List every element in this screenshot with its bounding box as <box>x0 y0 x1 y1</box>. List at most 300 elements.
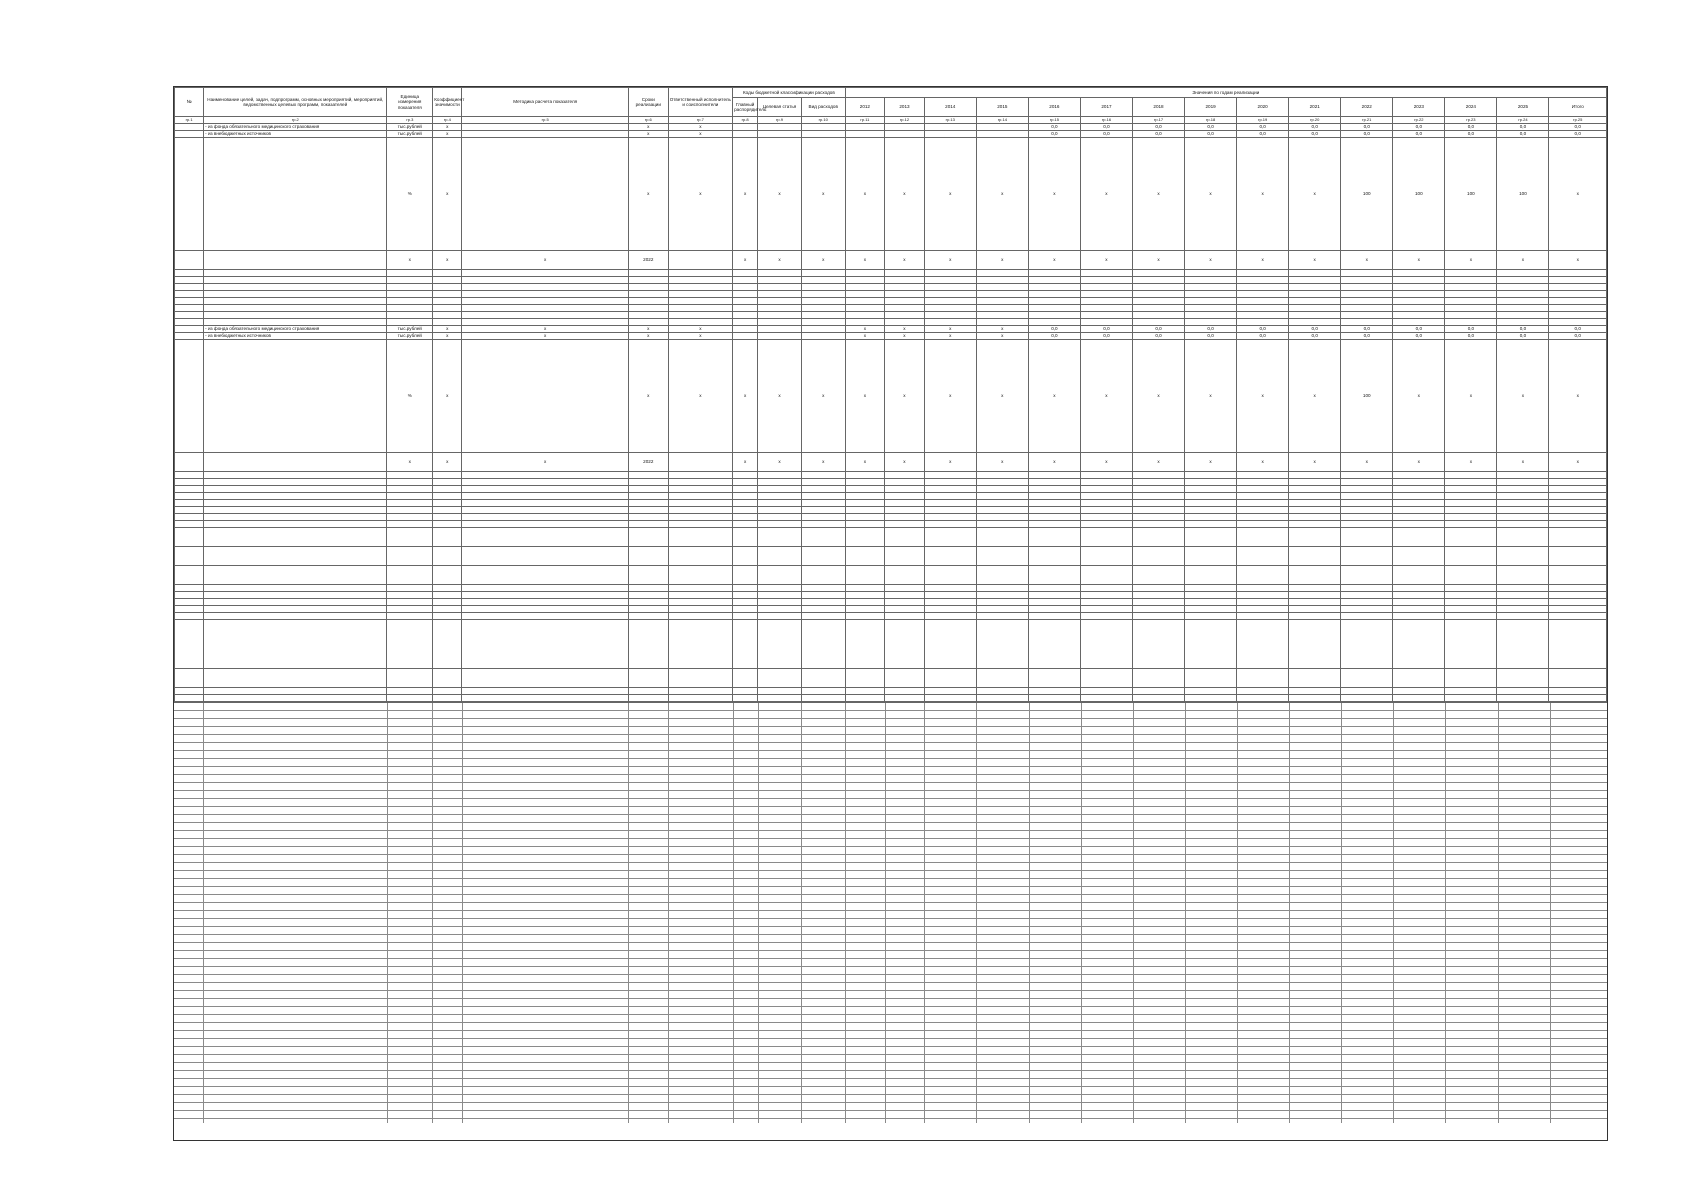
table-cell <box>1132 688 1184 695</box>
table-cell: х <box>387 251 433 270</box>
table-cell <box>1289 620 1341 669</box>
table-cell <box>462 585 629 592</box>
table-cell <box>1549 606 1607 613</box>
table-cell <box>1549 613 1607 620</box>
table-cell <box>204 514 387 521</box>
table-cell <box>462 688 629 695</box>
table-cell: 0,0 <box>1185 124 1237 131</box>
table-cell <box>733 131 758 138</box>
table-cell <box>1132 514 1184 521</box>
table-cell <box>387 613 433 620</box>
table-cell <box>924 500 976 507</box>
table-cell: х <box>758 138 802 251</box>
table-cell <box>1393 521 1445 528</box>
table-cell <box>1289 479 1341 486</box>
header-year-2013: 2013 <box>885 98 925 117</box>
table-cell: х <box>1445 453 1497 472</box>
table-cell: 0,0 <box>1445 131 1497 138</box>
table-cell <box>1185 312 1237 319</box>
header-year-2014: 2014 <box>924 98 976 117</box>
table-cell <box>976 277 1028 284</box>
table-cell <box>976 547 1028 566</box>
table-cell <box>1080 669 1132 688</box>
table-cell <box>462 500 629 507</box>
table-cell <box>387 284 433 291</box>
table-cell: х <box>1445 251 1497 270</box>
table-cell <box>387 493 433 500</box>
header-name: Наименование целей, задач, подпрограмм, основных мероприятий, мероприятий, ведомственных целевых программ, показателей <box>204 88 387 117</box>
table-cell <box>462 493 629 500</box>
table-cell <box>885 319 925 326</box>
table-cell <box>758 131 802 138</box>
report-table-sheet <box>173 86 1608 1141</box>
table-cell <box>175 566 204 585</box>
table-cell <box>1237 277 1289 284</box>
table-cell <box>668 566 733 585</box>
table-cell <box>1132 599 1184 606</box>
table-cell <box>175 333 204 340</box>
table-cell <box>1080 688 1132 695</box>
table-cell <box>462 472 629 479</box>
table-cell <box>1341 521 1393 528</box>
table-cell <box>976 291 1028 298</box>
table-cell <box>1445 479 1497 486</box>
table-cell <box>175 606 204 613</box>
table-cell <box>845 500 885 507</box>
table-cell <box>733 500 758 507</box>
table-cell <box>924 606 976 613</box>
table-cell <box>801 277 845 284</box>
table-cell <box>1185 291 1237 298</box>
table-cell <box>801 312 845 319</box>
table-cell <box>668 479 733 486</box>
table-cell <box>387 472 433 479</box>
table-cell <box>629 493 669 500</box>
table-row <box>175 606 1607 613</box>
table-cell: х <box>1185 138 1237 251</box>
table-cell <box>1289 472 1341 479</box>
table-cell <box>1028 284 1080 291</box>
report-table <box>174 87 1607 702</box>
table-cell <box>801 319 845 326</box>
table-cell <box>668 592 733 599</box>
table-cell <box>976 298 1028 305</box>
table-cell <box>758 493 802 500</box>
table-cell <box>1289 585 1341 592</box>
table-cell: 0,0 <box>1549 333 1607 340</box>
table-cell <box>1393 305 1445 312</box>
table-cell <box>733 547 758 566</box>
table-cell <box>1549 493 1607 500</box>
table-cell <box>845 514 885 521</box>
table-cell <box>733 305 758 312</box>
table-cell <box>845 547 885 566</box>
table-cell <box>1237 270 1289 277</box>
table-cell <box>629 613 669 620</box>
table-cell <box>801 333 845 340</box>
table-cell <box>668 251 733 270</box>
table-row <box>175 528 1607 547</box>
table-cell <box>801 620 845 669</box>
table-cell <box>433 521 462 528</box>
table-cell <box>204 507 387 514</box>
table-cell <box>668 277 733 284</box>
column-number-cell: гр.15 <box>1028 117 1080 124</box>
table-cell <box>1445 291 1497 298</box>
header-year-2025: 2025 <box>1497 98 1549 117</box>
table-cell <box>733 695 758 702</box>
table-cell <box>801 613 845 620</box>
table-cell <box>758 305 802 312</box>
column-divider <box>1133 703 1134 1123</box>
table-cell <box>629 291 669 298</box>
table-cell <box>462 131 629 138</box>
table-cell <box>924 599 976 606</box>
table-cell: 0,0 <box>1549 124 1607 131</box>
table-cell <box>1028 486 1080 493</box>
table-cell <box>1549 284 1607 291</box>
table-cell: 0,0 <box>1028 124 1080 131</box>
table-cell <box>1028 521 1080 528</box>
table-cell <box>1341 270 1393 277</box>
table-cell <box>1393 319 1445 326</box>
table-cell <box>1028 500 1080 507</box>
column-divider <box>462 703 463 1123</box>
table-cell: тыс.рублей <box>387 131 433 138</box>
table-cell <box>1341 592 1393 599</box>
table-row <box>175 305 1607 312</box>
table-cell <box>629 319 669 326</box>
table-cell <box>1028 528 1080 547</box>
table-cell <box>1080 479 1132 486</box>
table-cell <box>629 500 669 507</box>
table-cell <box>1132 270 1184 277</box>
table-cell: х <box>758 251 802 270</box>
table-cell <box>733 486 758 493</box>
table-cell <box>1497 599 1549 606</box>
table-cell <box>1289 606 1341 613</box>
table-cell <box>1341 585 1393 592</box>
table-cell <box>175 312 204 319</box>
table-cell: х <box>845 453 885 472</box>
table-cell <box>1289 547 1341 566</box>
table-cell <box>204 547 387 566</box>
table-cell <box>433 486 462 493</box>
table-cell <box>175 340 204 453</box>
table-cell <box>1497 500 1549 507</box>
table-cell <box>1028 312 1080 319</box>
table-cell <box>845 298 885 305</box>
table-cell <box>924 613 976 620</box>
table-cell <box>1132 312 1184 319</box>
table-cell <box>924 592 976 599</box>
table-cell <box>175 138 204 251</box>
table-cell <box>1028 305 1080 312</box>
table-cell <box>1393 284 1445 291</box>
table-cell: х <box>629 333 669 340</box>
table-cell <box>1028 291 1080 298</box>
table-cell <box>845 688 885 695</box>
table-cell <box>204 298 387 305</box>
table-cell <box>204 312 387 319</box>
table-cell: х <box>1080 340 1132 453</box>
table-cell <box>1185 277 1237 284</box>
table-cell <box>1445 298 1497 305</box>
table-cell <box>1237 688 1289 695</box>
table-cell <box>462 528 629 547</box>
table-cell: х <box>924 326 976 333</box>
table-cell <box>976 486 1028 493</box>
table-cell <box>733 620 758 669</box>
table-cell <box>1080 486 1132 493</box>
table-cell <box>462 486 629 493</box>
table-cell: 0,0 <box>1289 131 1341 138</box>
table-cell: 0,0 <box>1341 124 1393 131</box>
table-cell <box>1497 277 1549 284</box>
table-cell <box>387 319 433 326</box>
table-row <box>175 493 1607 500</box>
table-cell: х <box>1445 340 1497 453</box>
table-cell <box>976 514 1028 521</box>
table-cell <box>801 131 845 138</box>
table-cell <box>175 507 204 514</box>
table-cell <box>387 599 433 606</box>
table-cell <box>733 472 758 479</box>
table-cell <box>1132 298 1184 305</box>
table-row <box>175 566 1607 585</box>
table-cell <box>885 566 925 585</box>
table-cell <box>733 277 758 284</box>
table-cell <box>433 305 462 312</box>
table-cell <box>462 479 629 486</box>
table-cell <box>1289 270 1341 277</box>
table-cell <box>433 585 462 592</box>
table-cell <box>1028 620 1080 669</box>
table-cell <box>1185 479 1237 486</box>
column-divider <box>976 703 977 1123</box>
table-cell <box>885 312 925 319</box>
table-cell <box>668 528 733 547</box>
table-cell <box>976 613 1028 620</box>
table-cell <box>924 486 976 493</box>
table-cell <box>1237 528 1289 547</box>
table-cell: х <box>1393 340 1445 453</box>
table-cell <box>758 124 802 131</box>
column-divider <box>668 703 669 1123</box>
table-cell: х <box>462 333 629 340</box>
table-cell <box>204 138 387 251</box>
table-cell <box>1185 486 1237 493</box>
column-number-cell: гр.22 <box>1393 117 1445 124</box>
table-cell <box>204 592 387 599</box>
column-divider <box>628 703 629 1123</box>
table-cell: х <box>1028 340 1080 453</box>
table-cell <box>629 669 669 688</box>
table-cell <box>1028 547 1080 566</box>
table-cell <box>1185 500 1237 507</box>
table-cell <box>1445 507 1497 514</box>
table-cell <box>387 592 433 599</box>
table-cell <box>1497 486 1549 493</box>
table-cell <box>1497 298 1549 305</box>
table-row <box>175 298 1607 305</box>
table-cell: х <box>976 333 1028 340</box>
table-cell <box>924 472 976 479</box>
table-cell <box>1341 599 1393 606</box>
table-cell <box>758 688 802 695</box>
table-cell <box>1185 305 1237 312</box>
table-cell <box>175 472 204 479</box>
table-cell <box>175 298 204 305</box>
table-cell <box>733 479 758 486</box>
table-cell <box>433 270 462 277</box>
table-cell: х <box>845 251 885 270</box>
table-cell <box>1445 620 1497 669</box>
table-cell <box>885 298 925 305</box>
table-cell <box>1028 507 1080 514</box>
table-cell <box>204 270 387 277</box>
table-cell <box>668 453 733 472</box>
table-cell: х <box>668 138 733 251</box>
table-cell <box>976 270 1028 277</box>
table-cell <box>1393 500 1445 507</box>
table-cell: 100 <box>1497 138 1549 251</box>
table-cell <box>1445 305 1497 312</box>
table-cell <box>433 291 462 298</box>
table-cell <box>845 270 885 277</box>
table-cell <box>387 507 433 514</box>
table-row <box>175 507 1607 514</box>
table-cell <box>1185 695 1237 702</box>
table-cell: х <box>976 138 1028 251</box>
column-number-cell: гр.13 <box>924 117 976 124</box>
table-cell <box>801 547 845 566</box>
header-values: Значения по годам реализации <box>845 88 1606 98</box>
table-cell <box>668 312 733 319</box>
table-cell: 0,0 <box>1341 131 1393 138</box>
table-cell <box>204 528 387 547</box>
table-cell <box>976 521 1028 528</box>
table-cell <box>758 599 802 606</box>
table-cell <box>733 521 758 528</box>
table-cell <box>204 521 387 528</box>
table-cell <box>924 124 976 131</box>
table-cell <box>433 284 462 291</box>
table-cell <box>1289 592 1341 599</box>
table-cell <box>801 695 845 702</box>
table-cell <box>175 270 204 277</box>
column-divider <box>432 703 433 1123</box>
table-cell <box>1497 507 1549 514</box>
table-cell <box>175 277 204 284</box>
table-cell <box>462 277 629 284</box>
table-cell <box>433 566 462 585</box>
table-row <box>175 131 1607 138</box>
table-cell <box>175 688 204 695</box>
table-cell <box>204 277 387 284</box>
table-cell: 0,0 <box>1132 131 1184 138</box>
table-cell <box>204 479 387 486</box>
table-cell <box>1341 547 1393 566</box>
table-cell <box>885 599 925 606</box>
table-cell <box>629 277 669 284</box>
table-cell <box>924 277 976 284</box>
table-cell <box>175 131 204 138</box>
table-cell <box>1237 291 1289 298</box>
table-cell <box>1185 507 1237 514</box>
table-cell <box>1080 606 1132 613</box>
table-cell: х <box>1080 453 1132 472</box>
table-row <box>175 138 1607 251</box>
table-cell <box>758 514 802 521</box>
table-cell <box>629 284 669 291</box>
table-cell <box>976 688 1028 695</box>
table-cell <box>801 472 845 479</box>
header-unit: Единица измерения показателя <box>387 88 433 117</box>
table-cell <box>1289 291 1341 298</box>
table-cell: х <box>1549 453 1607 472</box>
table-cell <box>668 270 733 277</box>
header-year-2016: 2016 <box>1028 98 1080 117</box>
table-cell: 0,0 <box>1393 326 1445 333</box>
table-cell <box>204 291 387 298</box>
table-cell: 0,0 <box>1549 131 1607 138</box>
column-divider <box>758 703 759 1123</box>
table-cell <box>924 514 976 521</box>
table-cell <box>433 613 462 620</box>
table-cell <box>629 486 669 493</box>
table-cell <box>924 521 976 528</box>
table-cell <box>1237 486 1289 493</box>
table-cell <box>668 599 733 606</box>
table-cell <box>976 507 1028 514</box>
table-cell <box>1497 521 1549 528</box>
table-cell <box>845 291 885 298</box>
column-divider <box>801 703 802 1123</box>
table-cell <box>758 319 802 326</box>
table-cell <box>845 305 885 312</box>
table-cell <box>733 528 758 547</box>
table-cell <box>1549 291 1607 298</box>
table-cell <box>1549 695 1607 702</box>
table-cell <box>1237 319 1289 326</box>
table-cell <box>1393 472 1445 479</box>
table-cell <box>1132 620 1184 669</box>
column-number-cell: гр.5 <box>462 117 629 124</box>
table-cell <box>1185 493 1237 500</box>
table-cell <box>387 270 433 277</box>
table-cell <box>1080 291 1132 298</box>
table-cell: 0,0 <box>1028 131 1080 138</box>
table-cell <box>1132 695 1184 702</box>
table-cell <box>629 599 669 606</box>
table-cell: 0,0 <box>1289 333 1341 340</box>
table-cell <box>845 521 885 528</box>
table-cell <box>1028 319 1080 326</box>
table-cell <box>733 688 758 695</box>
table-cell <box>433 312 462 319</box>
table-cell <box>801 298 845 305</box>
table-cell <box>1497 270 1549 277</box>
table-cell <box>801 599 845 606</box>
table-cell <box>1080 528 1132 547</box>
table-cell: 0,0 <box>1132 333 1184 340</box>
table-cell <box>629 305 669 312</box>
header-year-2015: 2015 <box>976 98 1028 117</box>
table-cell <box>1549 547 1607 566</box>
table-cell <box>204 606 387 613</box>
table-cell <box>845 566 885 585</box>
